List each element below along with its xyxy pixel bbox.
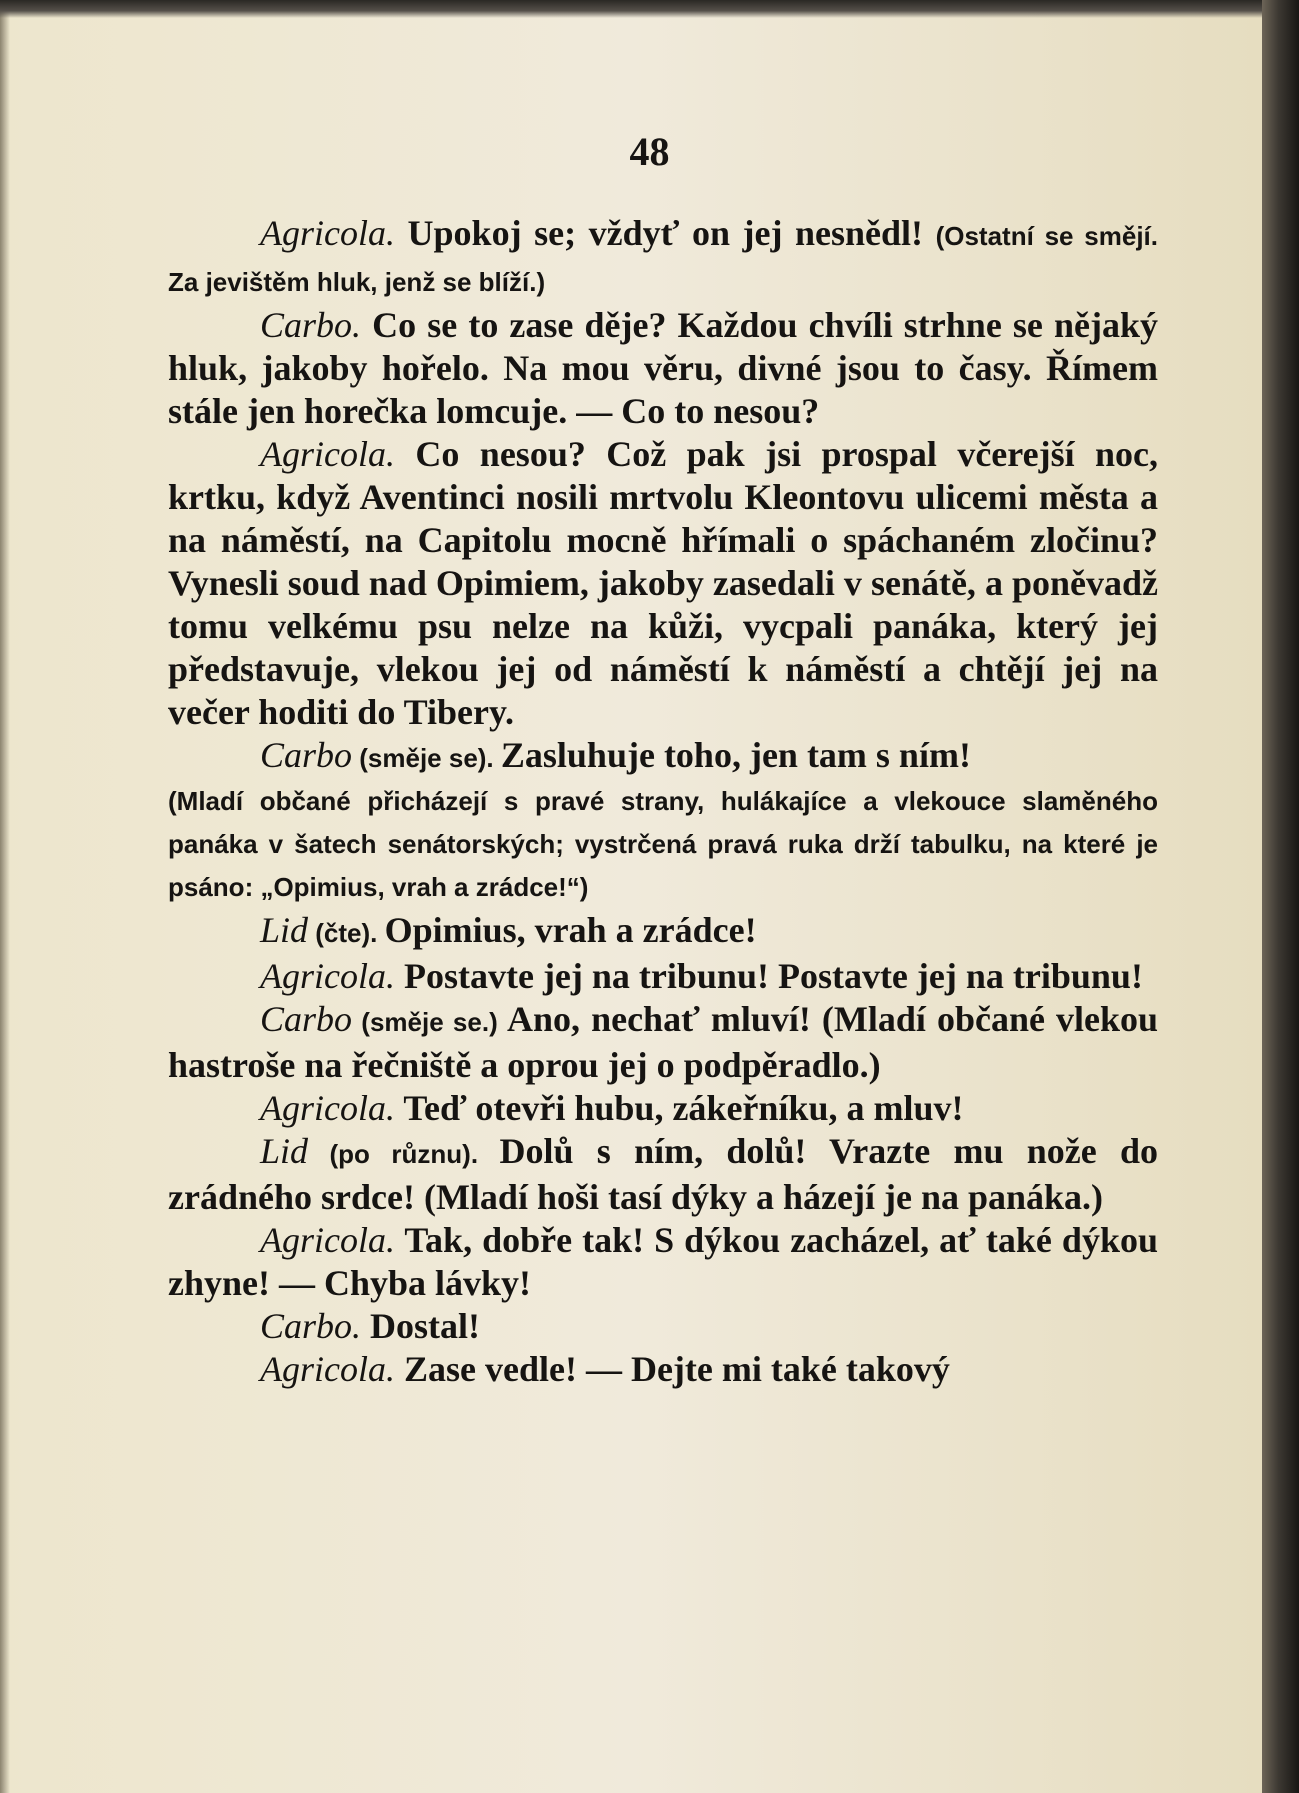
page-number: 48 bbox=[629, 129, 670, 174]
speech: Upokoj se; vždyť on jej nesnědl! bbox=[394, 213, 936, 253]
book-spine-shadow bbox=[1262, 0, 1299, 1793]
dialogue-line bbox=[168, 433, 1158, 734]
speech: Postavte jej na tribunu! Postavte jej na tribunu! bbox=[394, 956, 1143, 996]
stage-direction-paragraph: (Mladí občané přicházejí s pravé strany, hulákajíce a vlekouce slaměného panáka v šatech senátorských; vystrčená pravá ruka drží tabulku, na které je psáno: „Opimius, vrah a zrádce!“) bbox=[168, 786, 1158, 902]
dialogue-line bbox=[168, 998, 1158, 1087]
speaker: Agricola. bbox=[260, 1349, 395, 1389]
stage-direction: (směje se.) bbox=[352, 1007, 508, 1037]
speech: Co nesou? Což pak jsi prospal včerejší noc, krtku, když Aventinci nosili mrtvolu Kleontovu ulicemi města a na náměstí, na Capitolu mocně hřímali o spáchaném zločinu? Vynesli soud nad Opimiem, jakoby zasedali v senátě, a poněvadž tomu velkému psu nelze na kůži, vycpali panáka, který jej představuje, vlekou jej od náměstí k náměstí a chtějí jej na večer hoditi do Tibery. bbox=[168, 434, 1158, 732]
stage-direction: (směje se). bbox=[352, 743, 501, 773]
speaker: Carbo bbox=[260, 999, 353, 1039]
page-top-edge bbox=[0, 0, 1299, 18]
speaker: Carbo bbox=[260, 735, 353, 775]
dialogue-line bbox=[168, 734, 1158, 780]
speaker: Agricola. bbox=[260, 1220, 395, 1260]
dialogue-line bbox=[168, 1348, 1158, 1391]
dialogue-line bbox=[168, 304, 1158, 433]
speaker: Agricola. bbox=[260, 956, 395, 996]
speech: Zase vedle! — Dejte mi také takový bbox=[394, 1349, 950, 1389]
play-text bbox=[168, 212, 1158, 1391]
dialogue-line bbox=[168, 909, 1158, 955]
speech: Opimius, vrah a zrádce! bbox=[384, 910, 757, 950]
speaker: Lid bbox=[260, 1131, 309, 1171]
speech: Dolů s ním, dolů! Vrazte mu nože do zrádného srdce! (Mladí hoši tasí dýky a házejí je na panáka.) bbox=[168, 1131, 1158, 1217]
speaker: Carbo. bbox=[260, 305, 362, 345]
speech: Dostal! bbox=[361, 1306, 481, 1346]
speaker: Carbo. bbox=[260, 1306, 362, 1346]
speech: Teď otevři hubu, zákeřníku, a mluv! bbox=[394, 1088, 964, 1128]
dialogue-line bbox=[168, 1087, 1158, 1130]
speech: Zasluhuje toho, jen tam s ním! bbox=[500, 735, 971, 775]
dialogue-line bbox=[168, 955, 1158, 998]
speaker: Lid bbox=[260, 910, 309, 950]
dialogue-line bbox=[168, 1219, 1158, 1305]
dialogue-line bbox=[168, 212, 1158, 304]
stage-direction: (Ostatní se smějí. Za jevištěm hluk, jenž se blíží.) bbox=[168, 221, 1158, 297]
speaker: Agricola. bbox=[260, 1088, 395, 1128]
dialogue-line bbox=[168, 1130, 1158, 1219]
speech: Co se to zase děje? Každou chvíli strhne se nějaký hluk, jakoby hořelo. Na mou věru, divné jsou to časy. Římem stále jen horečka lomcuje. — Co to nesou? bbox=[168, 305, 1158, 431]
speaker: Agricola. bbox=[260, 213, 395, 253]
page-left-edge bbox=[0, 0, 10, 1793]
dialogue-line bbox=[168, 1305, 1158, 1348]
speaker: Agricola. bbox=[260, 434, 395, 474]
speech: Ano, nechať mluví! (Mladí občané vlekou hastroše na řečniště a oprou jej o podpěradlo.) bbox=[168, 999, 1159, 1085]
stage-direction: (čte). bbox=[308, 918, 385, 948]
stage-direction: (po různu). bbox=[308, 1139, 500, 1169]
speech: Tak, dobře tak! S dýkou zacházel, ať také dýkou zhyne! — Chyba lávky! bbox=[168, 1220, 1158, 1303]
